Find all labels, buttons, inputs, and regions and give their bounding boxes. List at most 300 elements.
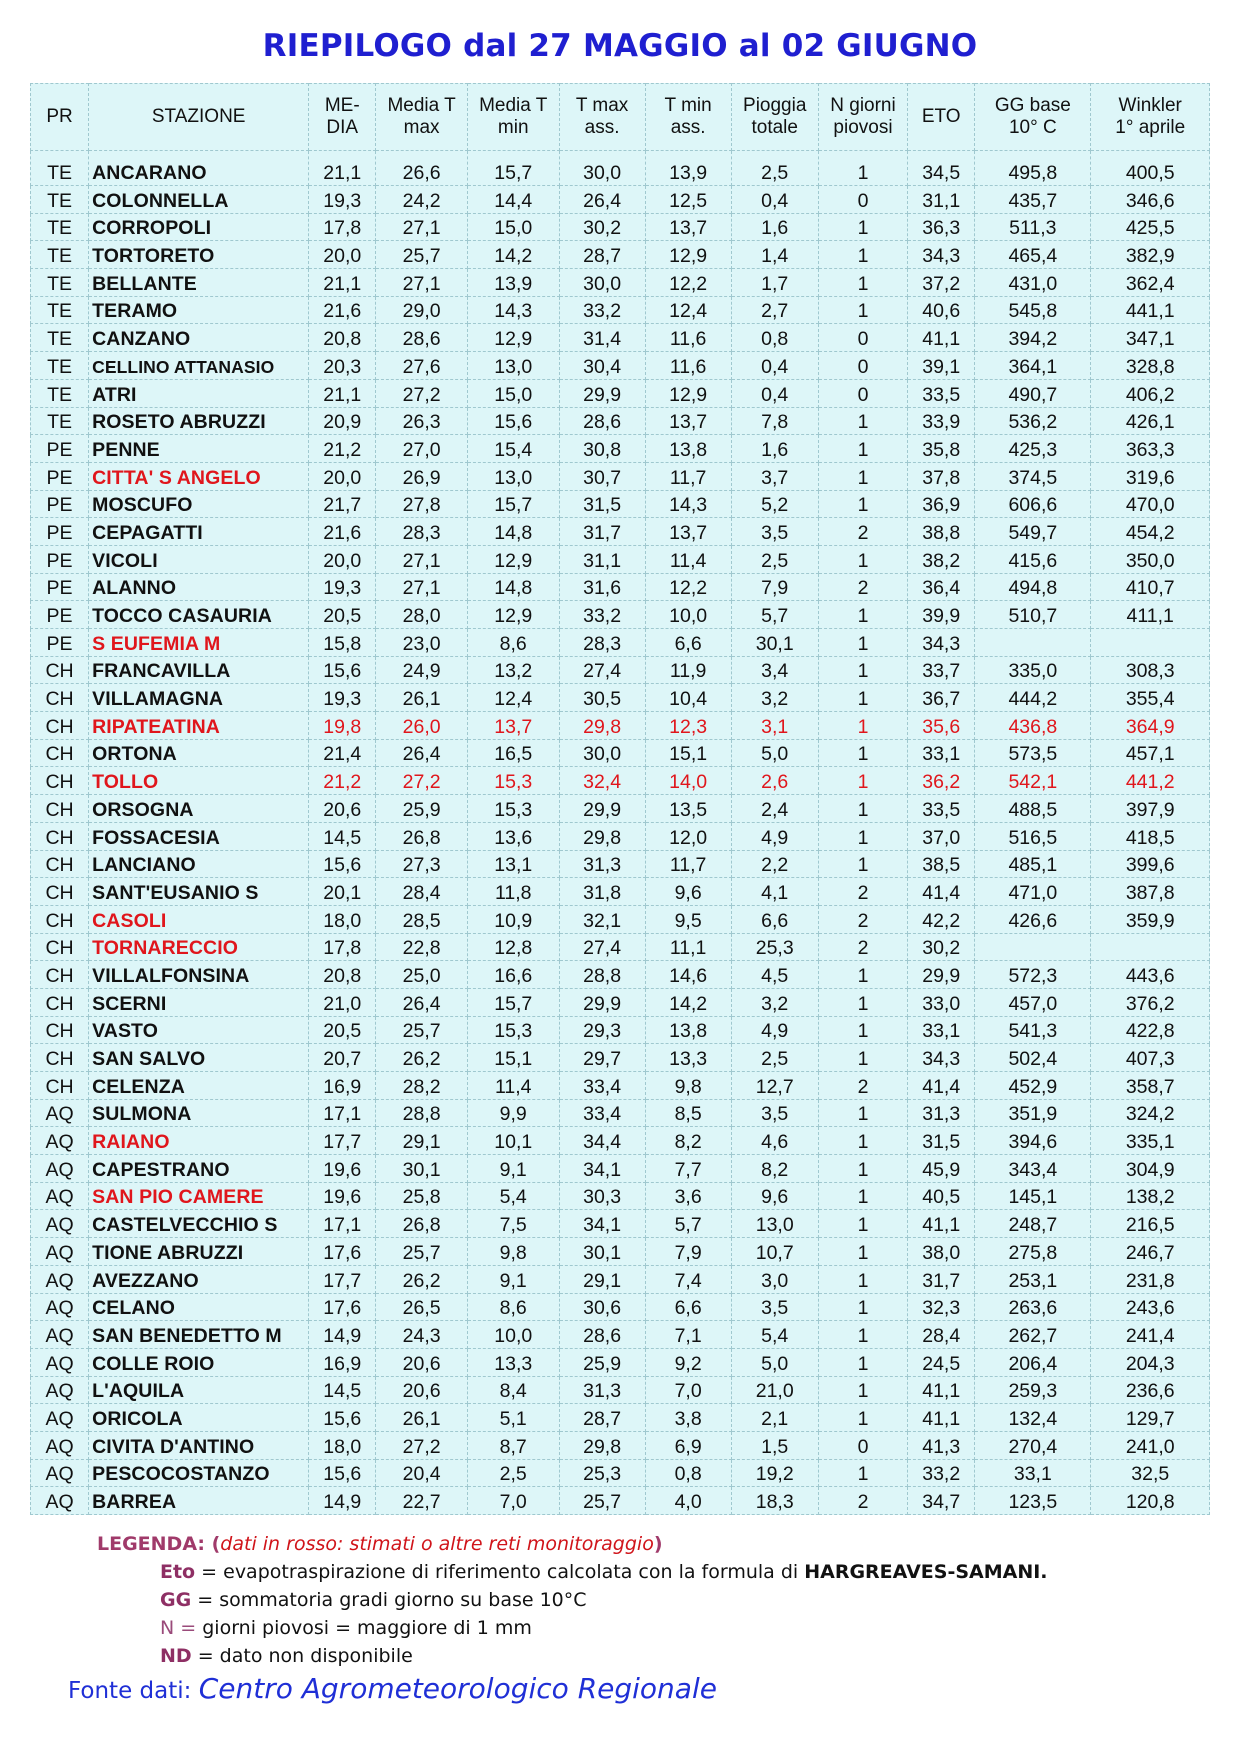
value-cell: 26,4 [376, 988, 468, 1016]
station-name-cell: TIONE ABRUZZI [89, 1238, 309, 1266]
province-cell: CH [31, 822, 89, 850]
value-cell: 7,9 [645, 1238, 731, 1266]
value-cell: 18,3 [731, 1487, 818, 1515]
value-cell: 13,8 [645, 435, 731, 463]
table-row [31, 1044, 1210, 1072]
legend-heading-label: LEGENDA: ( [97, 1533, 221, 1555]
value-cell: 4,6 [731, 1127, 818, 1155]
table-row [31, 435, 1210, 463]
province-cell: CH [31, 684, 89, 712]
value-cell: 31,1 [908, 186, 975, 214]
province-cell: CH [31, 850, 89, 878]
value-cell: 253,1 [975, 1265, 1091, 1293]
value-cell: 19,6 [309, 1155, 376, 1183]
value-cell: 15,6 [309, 1404, 376, 1432]
province-cell: TE [31, 213, 89, 241]
station-name-cell: TERAMO [89, 296, 309, 324]
value-cell: 5,7 [645, 1210, 731, 1238]
value-cell: 465,4 [975, 241, 1091, 269]
table-row [31, 352, 1210, 380]
province-cell: AQ [31, 1376, 89, 1404]
value-cell: 16,9 [309, 1072, 376, 1100]
value-cell: 275,8 [975, 1238, 1091, 1266]
value-cell: 1 [818, 1238, 907, 1266]
value-cell: 343,4 [975, 1155, 1091, 1183]
value-cell: 7,7 [645, 1155, 731, 1183]
value-cell: 15,6 [309, 1459, 376, 1487]
value-cell: 1 [818, 490, 907, 518]
value-cell: 27,2 [376, 1431, 468, 1459]
value-cell: 1 [818, 739, 907, 767]
station-name-cell: ORTONA [89, 739, 309, 767]
value-cell: 20,0 [309, 241, 376, 269]
value-cell: 1 [818, 1016, 907, 1044]
province-cell: CH [31, 656, 89, 684]
value-cell: 2,6 [731, 767, 818, 795]
value-cell: 6,6 [731, 905, 818, 933]
value-cell: 9,9 [467, 1099, 559, 1127]
source-label: Fonte dati: [68, 1678, 199, 1704]
station-name-cell: PESCOCOSTANZO [89, 1459, 309, 1487]
legend-text: = sommatoria gradi giorno su base 10°C [191, 1589, 587, 1611]
table-row [31, 241, 1210, 269]
province-cell: AQ [31, 1182, 89, 1210]
table-row [31, 822, 1210, 850]
province-cell: PE [31, 601, 89, 629]
value-cell: 1 [818, 1459, 907, 1487]
value-cell: 12,0 [645, 822, 731, 850]
value-cell: 33,9 [908, 407, 975, 435]
value-cell: 15,4 [467, 435, 559, 463]
value-cell: 248,7 [975, 1210, 1091, 1238]
value-cell: 2,5 [731, 545, 818, 573]
value-cell: 387,8 [1091, 878, 1210, 906]
province-cell: PE [31, 573, 89, 601]
value-cell: 20,4 [376, 1459, 468, 1487]
value-cell [975, 629, 1091, 657]
value-cell: 470,0 [1091, 490, 1210, 518]
value-cell: 436,8 [975, 712, 1091, 740]
value-cell: 2 [818, 878, 907, 906]
value-cell: 145,1 [975, 1182, 1091, 1210]
value-cell: 13,7 [467, 712, 559, 740]
value-cell: 241,4 [1091, 1321, 1210, 1349]
value-cell: 495,8 [975, 151, 1091, 186]
value-cell: 9,1 [467, 1155, 559, 1183]
station-name-cell: CELENZA [89, 1072, 309, 1100]
value-cell: 17,6 [309, 1238, 376, 1266]
value-cell: 30,0 [559, 269, 645, 297]
value-cell: 11,4 [467, 1072, 559, 1100]
value-cell: 36,9 [908, 490, 975, 518]
value-cell: 0,4 [731, 379, 818, 407]
value-cell: 4,5 [731, 961, 818, 989]
value-cell: 41,4 [908, 1072, 975, 1100]
value-cell: 14,5 [309, 822, 376, 850]
value-cell: 27,2 [376, 379, 468, 407]
value-cell: 1 [818, 269, 907, 297]
value-cell: 17,8 [309, 933, 376, 961]
value-cell: 20,6 [376, 1376, 468, 1404]
table-row [31, 961, 1210, 989]
value-cell: 2,5 [467, 1459, 559, 1487]
value-cell: 15,7 [467, 490, 559, 518]
value-cell: 3,4 [731, 656, 818, 684]
value-cell: 25,8 [376, 1182, 468, 1210]
value-cell: 30,5 [559, 684, 645, 712]
value-cell: 33,5 [908, 795, 975, 823]
value-cell: 14,3 [467, 296, 559, 324]
value-cell: 20,5 [309, 1016, 376, 1044]
value-cell: 8,6 [467, 629, 559, 657]
value-cell: 0,8 [645, 1459, 731, 1487]
province-cell: PE [31, 629, 89, 657]
value-cell: 246,7 [1091, 1238, 1210, 1266]
station-name-cell: TOCCO CASAURIA [89, 601, 309, 629]
value-cell: 27,0 [376, 435, 468, 463]
value-cell: 10,7 [731, 1238, 818, 1266]
table-row [31, 1072, 1210, 1100]
value-cell: 8,7 [467, 1431, 559, 1459]
value-cell: 30,1 [559, 1238, 645, 1266]
value-cell: 2,5 [731, 151, 818, 186]
value-cell: 129,7 [1091, 1404, 1210, 1432]
table-header-row [31, 84, 1210, 151]
value-cell: 2 [818, 905, 907, 933]
value-cell: 12,8 [467, 933, 559, 961]
value-cell: 3,2 [731, 988, 818, 1016]
value-cell: 33,2 [559, 296, 645, 324]
station-name-cell: RIPATEATINA [89, 712, 309, 740]
value-cell: 34,3 [908, 629, 975, 657]
value-cell: 33,2 [908, 1459, 975, 1487]
value-cell: 20,1 [309, 878, 376, 906]
value-cell: 411,1 [1091, 601, 1210, 629]
station-name-cell: CASTELVECCHIO S [89, 1210, 309, 1238]
value-cell: 17,6 [309, 1293, 376, 1321]
value-cell: 11,7 [645, 462, 731, 490]
value-cell: 15,0 [467, 213, 559, 241]
value-cell: 304,9 [1091, 1155, 1210, 1183]
value-cell: 27,1 [376, 213, 468, 241]
value-cell: 120,8 [1091, 1487, 1210, 1515]
value-cell: 17,7 [309, 1265, 376, 1293]
table-row [31, 1099, 1210, 1127]
value-cell: 8,6 [467, 1293, 559, 1321]
value-cell: 14,0 [645, 767, 731, 795]
value-cell: 38,0 [908, 1238, 975, 1266]
value-cell: 26,9 [376, 462, 468, 490]
value-cell: 549,7 [975, 518, 1091, 546]
station-name-cell: CIVITA D'ANTINO [89, 1431, 309, 1459]
value-cell: 362,4 [1091, 269, 1210, 297]
page-title: RIEPILOGO dal 27 MAGGIO al 02 GIUGNO [262, 28, 978, 64]
station-name-cell: ATRI [89, 379, 309, 407]
value-cell: 397,9 [1091, 795, 1210, 823]
table-row [31, 629, 1210, 657]
value-cell: 1 [818, 545, 907, 573]
value-cell: 14,8 [467, 573, 559, 601]
province-cell: CH [31, 878, 89, 906]
value-cell: 541,3 [975, 1016, 1091, 1044]
province-cell: AQ [31, 1293, 89, 1321]
value-cell: 17,7 [309, 1127, 376, 1155]
value-cell: 351,9 [975, 1099, 1091, 1127]
value-cell: 31,3 [908, 1099, 975, 1127]
value-cell: 1,7 [731, 269, 818, 297]
station-name-cell: SANT'EUSANIO S [89, 878, 309, 906]
value-cell: 1 [818, 241, 907, 269]
legend-text: = dato non disponibile [191, 1645, 413, 1667]
value-cell: 399,6 [1091, 850, 1210, 878]
table-row [31, 490, 1210, 518]
value-cell: 28,4 [908, 1321, 975, 1349]
value-cell: 7,0 [645, 1376, 731, 1404]
value-cell: 26,4 [559, 186, 645, 214]
value-cell: 13,7 [645, 213, 731, 241]
province-cell: TE [31, 324, 89, 352]
value-cell: 3,5 [731, 1293, 818, 1321]
value-cell: 36,7 [908, 684, 975, 712]
station-name-cell: SAN PIO CAMERE [89, 1182, 309, 1210]
table-row [31, 518, 1210, 546]
value-cell: 0 [818, 1431, 907, 1459]
value-cell: 28,6 [559, 1321, 645, 1349]
value-cell: 19,3 [309, 684, 376, 712]
value-cell: 206,4 [975, 1348, 1091, 1376]
value-cell: 27,3 [376, 850, 468, 878]
value-cell: 25,7 [376, 241, 468, 269]
value-cell: 426,6 [975, 905, 1091, 933]
value-cell: 7,8 [731, 407, 818, 435]
value-cell: 1 [818, 601, 907, 629]
value-cell: 11,6 [645, 352, 731, 380]
value-cell: 41,4 [908, 878, 975, 906]
value-cell: 12,5 [645, 186, 731, 214]
value-cell: 15,7 [467, 151, 559, 186]
value-cell: 8,2 [645, 1127, 731, 1155]
value-cell: 34,5 [908, 151, 975, 186]
station-name-cell: CASOLI [89, 905, 309, 933]
value-cell: 364,9 [1091, 712, 1210, 740]
value-cell: 30,2 [908, 933, 975, 961]
value-cell: 15,8 [309, 629, 376, 657]
value-cell: 14,2 [467, 241, 559, 269]
province-cell: PE [31, 435, 89, 463]
value-cell: 443,6 [1091, 961, 1210, 989]
value-cell: 19,2 [731, 1459, 818, 1487]
station-name-cell: TORTORETO [89, 241, 309, 269]
legend-key: N = [160, 1617, 197, 1639]
value-cell: 30,0 [559, 151, 645, 186]
value-cell: 21,2 [309, 435, 376, 463]
value-cell: 2 [818, 933, 907, 961]
value-cell: 11,6 [645, 324, 731, 352]
value-cell: 454,2 [1091, 518, 1210, 546]
value-cell: 8,5 [645, 1099, 731, 1127]
value-cell: 33,7 [908, 656, 975, 684]
value-cell: 1 [818, 684, 907, 712]
value-cell: 28,3 [376, 518, 468, 546]
value-cell: 33,1 [908, 1016, 975, 1044]
value-cell: 1 [818, 1376, 907, 1404]
value-cell: 6,9 [645, 1431, 731, 1459]
value-cell: 38,2 [908, 545, 975, 573]
value-cell: 20,0 [309, 462, 376, 490]
value-cell: 5,4 [731, 1321, 818, 1349]
value-cell: 1 [818, 1155, 907, 1183]
value-cell: 5,7 [731, 601, 818, 629]
value-cell: 21,2 [309, 767, 376, 795]
value-cell: 32,4 [559, 767, 645, 795]
value-cell: 10,0 [645, 601, 731, 629]
value-cell: 382,9 [1091, 241, 1210, 269]
value-cell: 346,6 [1091, 186, 1210, 214]
value-cell: 31,3 [559, 850, 645, 878]
station-name-cell: S EUFEMIA M [89, 629, 309, 657]
value-cell: 32,3 [908, 1293, 975, 1321]
value-cell: 33,1 [975, 1459, 1091, 1487]
column-header: Pioggia totale [731, 84, 818, 151]
value-cell: 33,0 [908, 988, 975, 1016]
column-header: Media T max [376, 84, 468, 151]
value-cell: 0,8 [731, 324, 818, 352]
value-cell: 28,8 [376, 1099, 468, 1127]
value-cell: 415,6 [975, 545, 1091, 573]
value-cell: 17,1 [309, 1210, 376, 1238]
value-cell: 485,1 [975, 850, 1091, 878]
value-cell: 38,5 [908, 850, 975, 878]
value-cell: 20,8 [309, 961, 376, 989]
value-cell: 502,4 [975, 1044, 1091, 1072]
table-row [31, 850, 1210, 878]
value-cell: 10,9 [467, 905, 559, 933]
value-cell: 335,0 [975, 656, 1091, 684]
table-body [31, 151, 1210, 1515]
province-cell: AQ [31, 1155, 89, 1183]
value-cell: 3,7 [731, 462, 818, 490]
province-cell: CH [31, 933, 89, 961]
value-cell: 15,6 [309, 656, 376, 684]
value-cell: 3,8 [645, 1404, 731, 1432]
value-cell: 1 [818, 151, 907, 186]
value-cell: 441,1 [1091, 296, 1210, 324]
value-cell: 13,6 [467, 822, 559, 850]
value-cell: 3,0 [731, 1265, 818, 1293]
value-cell: 28,7 [559, 241, 645, 269]
station-name-cell: SULMONA [89, 1099, 309, 1127]
value-cell: 31,5 [559, 490, 645, 518]
table-row [31, 1487, 1210, 1515]
station-name-cell: TORNARECCIO [89, 933, 309, 961]
province-cell: CH [31, 1072, 89, 1100]
value-cell: 32,5 [1091, 1459, 1210, 1487]
value-cell: 27,4 [559, 656, 645, 684]
value-cell: 10,1 [467, 1127, 559, 1155]
value-cell: 363,3 [1091, 435, 1210, 463]
value-cell: 30,8 [559, 435, 645, 463]
value-cell: 3,2 [731, 684, 818, 712]
value-cell: 26,8 [376, 822, 468, 850]
value-cell: 35,6 [908, 712, 975, 740]
value-cell: 20,6 [309, 795, 376, 823]
value-cell: 29,9 [559, 795, 645, 823]
value-cell: 12,7 [731, 1072, 818, 1100]
value-cell: 39,1 [908, 352, 975, 380]
value-cell: 1 [818, 1404, 907, 1432]
value-cell: 1 [818, 656, 907, 684]
value-cell: 3,5 [731, 518, 818, 546]
station-name-cell: CITTA' S ANGELO [89, 462, 309, 490]
value-cell: 350,0 [1091, 545, 1210, 573]
value-cell: 25,3 [559, 1459, 645, 1487]
value-cell: 1 [818, 629, 907, 657]
value-cell: 15,1 [645, 739, 731, 767]
value-cell: 364,1 [975, 352, 1091, 380]
station-name-cell: VILLALFONSINA [89, 961, 309, 989]
value-cell: 0 [818, 324, 907, 352]
value-cell [1091, 629, 1210, 657]
value-cell: 26,0 [376, 712, 468, 740]
station-name-cell: ALANNO [89, 573, 309, 601]
value-cell: 29,8 [559, 712, 645, 740]
value-cell: 1,6 [731, 213, 818, 241]
value-cell: 335,1 [1091, 1127, 1210, 1155]
value-cell: 542,1 [975, 767, 1091, 795]
value-cell: 236,6 [1091, 1376, 1210, 1404]
value-cell: 5,1 [467, 1404, 559, 1432]
station-name-cell: VASTO [89, 1016, 309, 1044]
value-cell: 14,2 [645, 988, 731, 1016]
value-cell: 31,5 [908, 1127, 975, 1155]
value-cell: 42,2 [908, 905, 975, 933]
value-cell: 11,8 [467, 878, 559, 906]
value-cell: 13,1 [467, 850, 559, 878]
value-cell: 9,8 [645, 1072, 731, 1100]
value-cell: 12,9 [645, 379, 731, 407]
station-name-cell: PENNE [89, 435, 309, 463]
value-cell: 1 [818, 1348, 907, 1376]
station-name-cell: VILLAMAGNA [89, 684, 309, 712]
value-cell: 545,8 [975, 296, 1091, 324]
value-cell: 30,3 [559, 1182, 645, 1210]
table-row [31, 573, 1210, 601]
value-cell: 7,1 [645, 1321, 731, 1349]
value-cell: 490,7 [975, 379, 1091, 407]
value-cell: 12,9 [467, 601, 559, 629]
value-cell [975, 933, 1091, 961]
value-cell: 132,4 [975, 1404, 1091, 1432]
province-cell: AQ [31, 1210, 89, 1238]
value-cell: 13,9 [467, 269, 559, 297]
value-cell: 0,4 [731, 352, 818, 380]
value-cell: 41,1 [908, 1376, 975, 1404]
value-cell: 1 [818, 1210, 907, 1238]
table-row [31, 767, 1210, 795]
station-name-cell: L'AQUILA [89, 1376, 309, 1404]
value-cell: 319,6 [1091, 462, 1210, 490]
value-cell: 2,4 [731, 795, 818, 823]
table-row [31, 1182, 1210, 1210]
value-cell: 5,2 [731, 490, 818, 518]
value-cell: 4,9 [731, 822, 818, 850]
station-name-cell: CAPESTRANO [89, 1155, 309, 1183]
value-cell: 19,6 [309, 1182, 376, 1210]
station-name-cell: ROSETO ABRUZZI [89, 407, 309, 435]
value-cell: 2,5 [731, 1044, 818, 1072]
value-cell: 6,6 [645, 629, 731, 657]
value-cell: 41,1 [908, 324, 975, 352]
